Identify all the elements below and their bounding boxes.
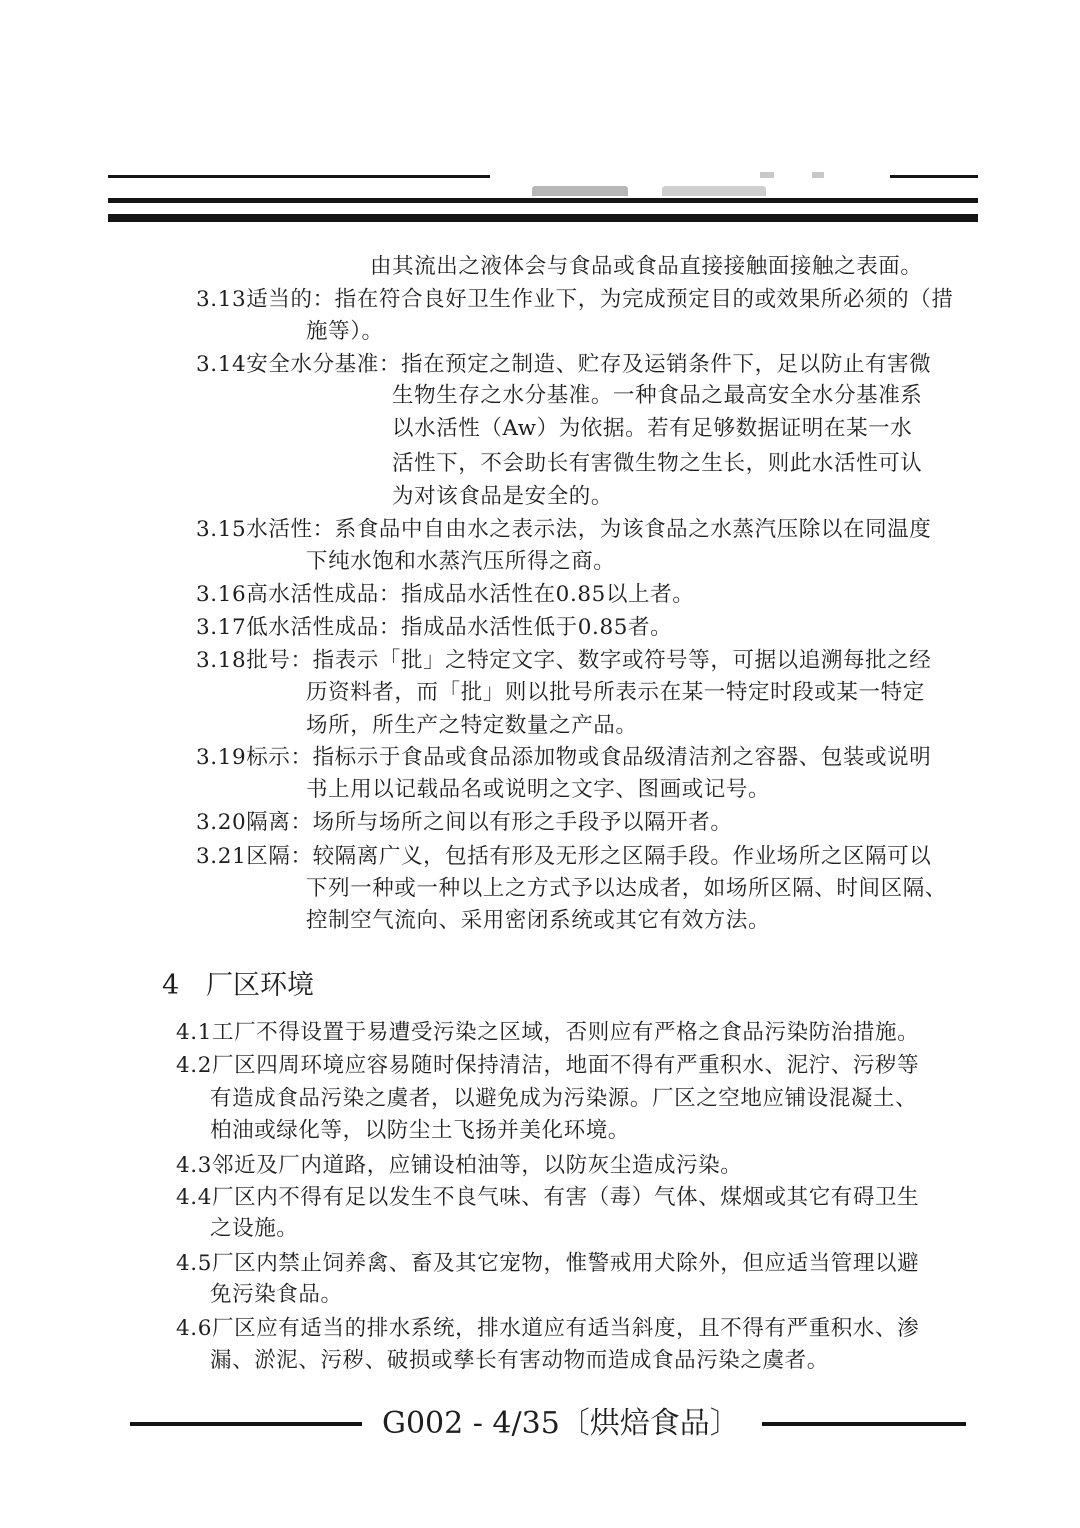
text-line: 4.2厂区四周环境应容易随时保持清洁，地面不得有严重积水、泥泞、污秽等 — [176, 1053, 920, 1078]
text-line: 书上用以记载品名或说明之文字、图画或记号。 — [306, 777, 771, 802]
section-heading — [162, 968, 314, 1004]
text-line: 历资料者，而「批」则以批号所表示在某一特定时段或某一特定 — [306, 680, 925, 705]
header-rule-thick — [108, 198, 978, 203]
text-line: 3.21区隔：较隔离广义，包括有形及无形之区隔手段。作业场所之区隔可以 — [196, 844, 932, 869]
text-line: 4.1工厂不得设置于易遭受污染之区域，否则应有严格之食品污染防治措施。 — [176, 1020, 920, 1045]
text-line: 有造成食品污染之虞者，以避免成为污染源。厂区之空地应铺设混凝土、 — [210, 1086, 918, 1111]
text-line: 控制空气流向、采用密闭系统或其它有效方法。 — [306, 908, 771, 933]
text-line: 施等）。 — [306, 319, 384, 344]
text-line: 3.20隔离：场所与场所之间以有形之手段予以隔开者。 — [196, 810, 733, 835]
text-line: 柏油或绿化等，以防尘土飞扬并美化环境。 — [210, 1118, 630, 1143]
header-dot-mark — [812, 172, 824, 178]
page-footer: G002 - 4/35〔烘焙食品〕 — [382, 1406, 740, 1441]
header-rule-right — [890, 175, 978, 178]
header-rule-left — [108, 175, 490, 178]
text-line: 场所，所生产之特定数量之产品。 — [306, 713, 638, 738]
footer-rule-right — [762, 1422, 966, 1426]
text-line: 3.15水活性：系食品中自由水之表示法，为该食品之水蒸汽压除以在同温度 — [196, 517, 932, 542]
text-line: 4.3邻近及厂内道路，应铺设柏油等，以防灰尘造成污染。 — [176, 1153, 743, 1178]
text-line: 3.16高水活性成品：指成品水活性在0.85以上者。 — [196, 582, 695, 607]
header-rule-thick2 — [108, 214, 978, 222]
section-title: 厂区环境 — [206, 970, 314, 1001]
text-line: 4.6厂区应有适当的排水系统，排水道应有适当斜度，且不得有严重积水、渗 — [176, 1316, 920, 1341]
text-line: 免污染食品。 — [210, 1282, 343, 1307]
text-line: 为对该食品是安全的。 — [392, 484, 614, 509]
header-tab-mark — [662, 186, 766, 196]
text-line: 4.5厂区内禁止饲养禽、畜及其它宠物，惟警戒用犬除外，但应适当管理以避 — [176, 1251, 920, 1276]
footer-rule-left — [130, 1422, 362, 1426]
text-line: 以水活性（Aw）为依据。若有足够数据证明在某一水 — [392, 416, 913, 441]
header-tab-mark — [532, 186, 628, 196]
section-number: 4 — [162, 970, 180, 1001]
text-line: 3.13适当的：指在符合良好卫生作业下，为完成预定目的或效果所必须的（措 — [196, 287, 954, 312]
text-line: 由其流出之液体会与食品或食品直接接触面接触之表面。 — [370, 254, 923, 279]
text-line: 活性下，不会助长有害微生物之生长，则此水活性可认 — [392, 451, 923, 476]
text-line: 3.18批号：指表示「批」之特定文字、数字或符号等，可据以追溯每批之经 — [196, 648, 932, 673]
text-line: 之设施。 — [210, 1216, 299, 1241]
text-line: 下列一种或一种以上之方式予以达成者，如场所区隔、时间区隔、 — [306, 876, 947, 901]
text-line: 4.4厂区内不得有足以发生不良气味、有害（毒）气体、煤烟或其它有碍卫生 — [176, 1185, 920, 1210]
text-line: 生物生存之水分基准。一种食品之最高安全水分基准系 — [392, 383, 923, 408]
header-dot-mark — [760, 172, 774, 178]
text-line: 漏、淤泥、污秽、破损或孳长有害动物而造成食品污染之虞者。 — [210, 1348, 829, 1373]
text-line: 3.14安全水分基准：指在预定之制造、贮存及运销条件下，足以防止有害微 — [196, 352, 932, 377]
text-line: 3.17低水活性成品：指成品水活性低于0.85者。 — [196, 615, 673, 640]
text-line: 下纯水饱和水蒸汽压所得之商。 — [306, 549, 616, 574]
text-line: 3.19标示：指标示于食品或食品添加物或食品级清洁剂之容器、包装或说明 — [196, 745, 932, 770]
